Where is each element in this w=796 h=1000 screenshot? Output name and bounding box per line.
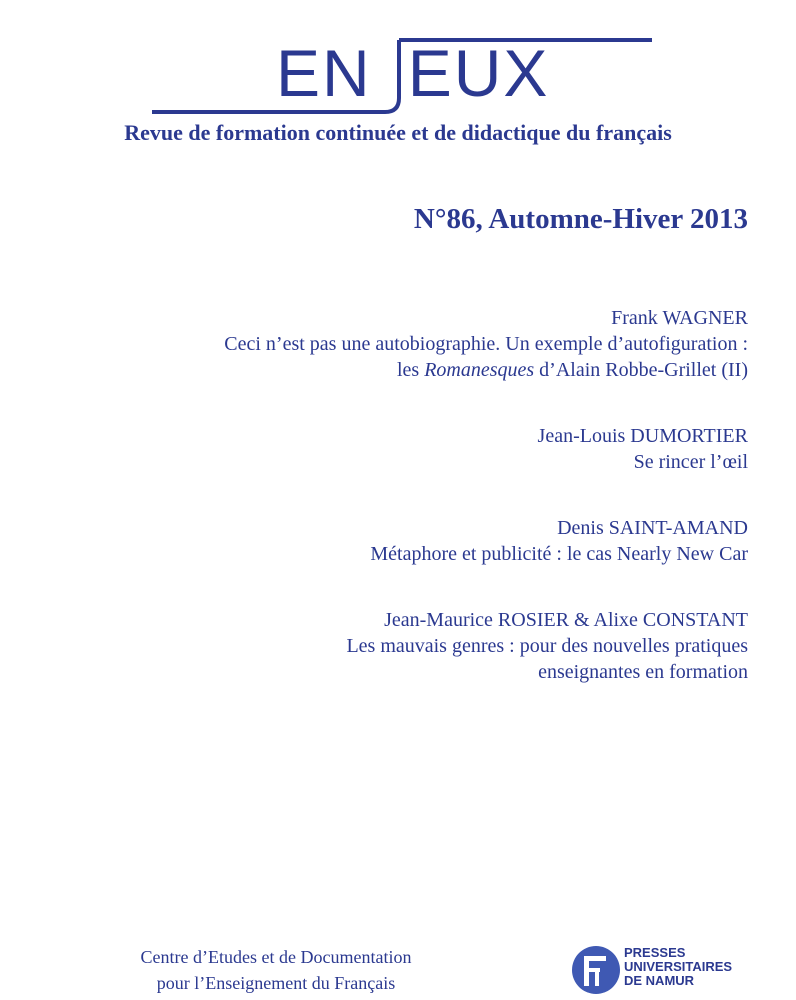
toc-title-line: enseignantes en formation: [538, 661, 748, 683]
toc-author: Jean-Maurice ROSIER & Alixe CONSTANT: [384, 609, 748, 631]
toc-title-line: [148, 357, 748, 383]
toc-author: Denis SAINT-AMAND: [557, 517, 748, 539]
toc-title-line: Ceci n’est pas une autobiographie. Un exemple d’autofiguration :: [224, 333, 748, 355]
toc-title-line: Se rincer l’œil: [633, 451, 748, 473]
toc-author: Jean-Louis DUMORTIER: [537, 425, 748, 447]
publisher-logo: [570, 940, 760, 1000]
publisher-line: UNIVERSITAIRES: [624, 959, 733, 974]
journal-logo: [276, 36, 550, 110]
logo-right-text: EUX: [407, 36, 550, 110]
footer-line: Centre d’Etudes et de Documentation: [140, 947, 412, 967]
toc-title-suffix: d’Alain Robbe-Grillet (II): [534, 359, 748, 381]
toc-entry-rosier-constant: [148, 607, 748, 685]
toc-title-italic: Romanesques: [424, 359, 535, 381]
footer-line: pour l’Enseignement du Français: [156, 973, 396, 993]
toc-entry-wagner: [148, 305, 748, 383]
toc-title-line: Les mauvais genres : pour des nouvelles pratiques: [346, 635, 748, 657]
cedocef-label: [126, 944, 426, 996]
toc-title-line: Métaphore et publicité : le cas Nearly New Car: [370, 543, 748, 565]
logo-left-text: EN: [276, 36, 372, 110]
publisher-line: DE NAMUR: [624, 973, 695, 988]
toc-title-prefix: les: [396, 359, 425, 381]
issue-number: N°86, Automne-Hiver 2013: [413, 203, 748, 235]
journal-subtitle: Revue de formation continuée et de didactique du français: [124, 120, 672, 145]
publisher-line: PRESSES: [624, 945, 686, 960]
toc-author: Frank WAGNER: [611, 307, 748, 329]
toc-entry-saint-amand: [148, 515, 748, 567]
publisher-name: [624, 946, 732, 988]
toc-entry-dumortier: [148, 423, 748, 475]
masthead: [0, 0, 796, 160]
pun-emblem-icon: [570, 940, 630, 1000]
table-of-contents: [148, 305, 748, 725]
